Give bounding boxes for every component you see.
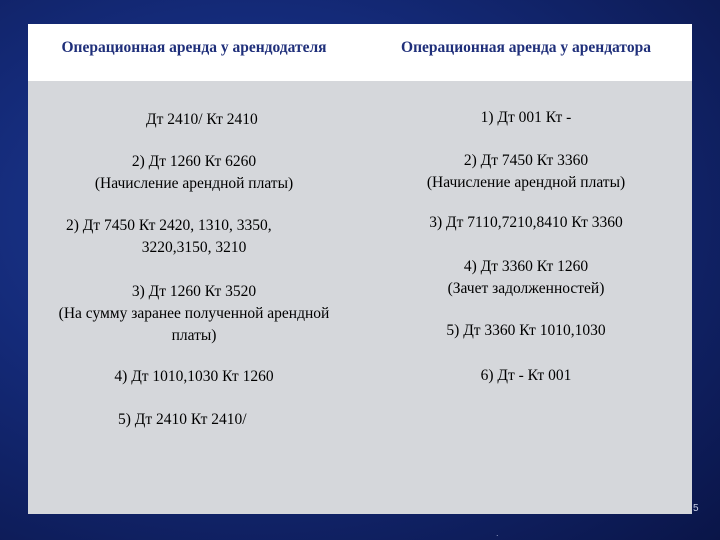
lessor-entry-3: 2) Дт 7450 Кт 2420, 1310, 3350,	[66, 217, 272, 234]
lessor-entry-4: 3) Дт 1260 Кт 3520	[131, 283, 257, 300]
header-lessor: Операционная аренда у арендодателя	[61, 39, 327, 56]
lessee-entry-5: 5) Дт 3360 Кт 1010,1030	[446, 322, 606, 339]
footer-dot: .	[496, 528, 499, 538]
lessor-entry-2-note: (Начисление арендной платы)	[94, 175, 294, 192]
lessee-entry-2-note: (Начисление арендной платы)	[426, 174, 626, 191]
lessee-entry-4: 4) Дт 3360 Кт 1260	[463, 258, 589, 275]
lessee-entry-1: 1) Дт 001 Кт -	[480, 109, 572, 126]
comparison-table	[28, 24, 692, 514]
lessor-entry-4-note: (На сумму заранее полученной арендной	[58, 305, 330, 322]
lessor-entry-4-note-cont: платы)	[171, 327, 217, 344]
lessee-entry-2: 2) Дт 7450 Кт 3360	[463, 152, 589, 169]
lessor-entry-3-cont: 3220,3150, 3210	[141, 239, 247, 256]
header-lessee: Операционная аренда у арендатора	[401, 39, 651, 56]
table-header	[28, 24, 692, 81]
lessee-entry-6: 6) Дт - Кт 001	[480, 367, 572, 384]
lessor-entry-5: 4) Дт 1010,1030 Кт 1260	[114, 368, 274, 385]
slide-number: 5	[693, 503, 699, 514]
lessor-entry-6: 5) Дт 2410 Кт 2410/	[118, 411, 247, 428]
lessee-entry-3: 3) Дт 7110,7210,8410 Кт 3360	[429, 214, 623, 231]
lessee-entry-4-note: (Зачет задолженностей)	[447, 280, 605, 297]
lessor-entry-2: 2) Дт 1260 Кт 6260	[131, 153, 257, 170]
lessor-entry-1: Дт 2410/ Кт 2410	[146, 111, 258, 128]
